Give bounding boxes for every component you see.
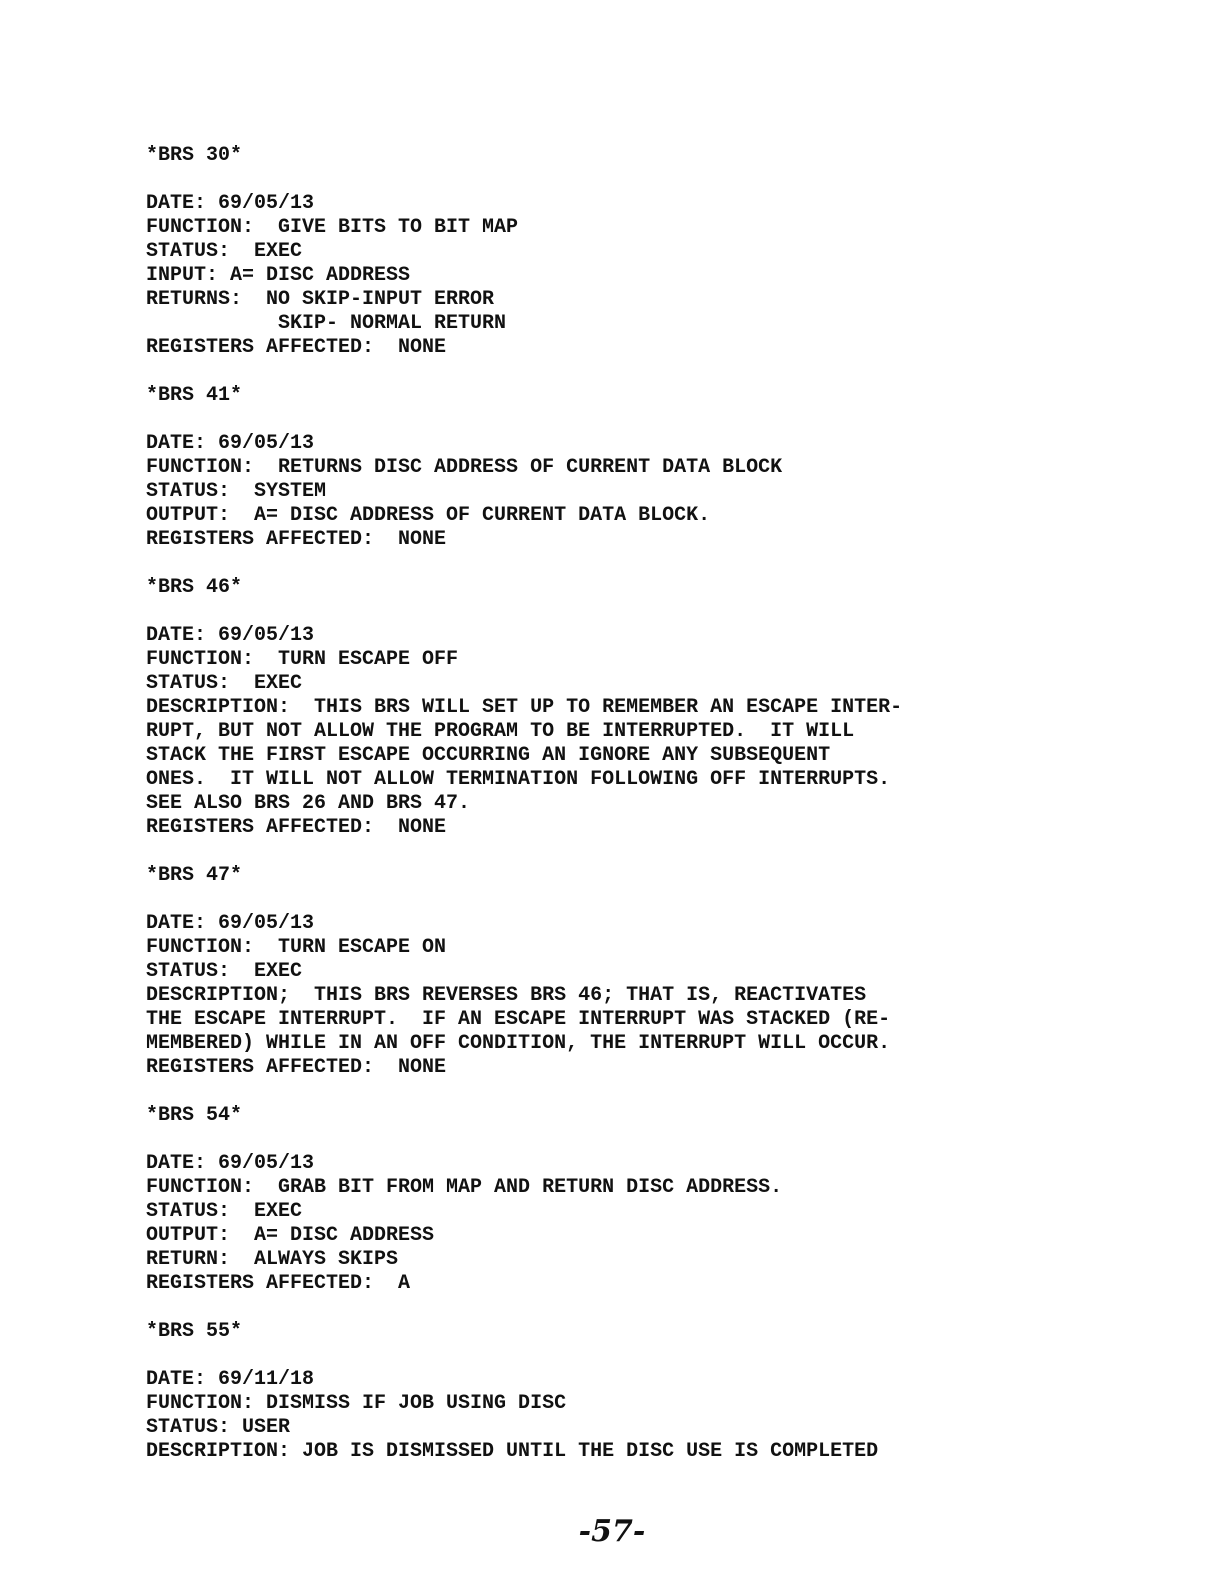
brs-entry-line: MEMBERED) WHILE IN AN OFF CONDITION, THE INTERRUPT WILL OCCUR. bbox=[146, 1032, 891, 1055]
blank-line bbox=[146, 1128, 1146, 1152]
blank-line bbox=[146, 168, 1146, 192]
brs-entry-line: RUPT, BUT NOT ALLOW THE PROGRAM TO BE INTERRUPTED. IT WILL bbox=[146, 720, 855, 743]
brs-entry-header: *BRS 46* bbox=[146, 576, 243, 599]
brs-entry-line: THE ESCAPE INTERRUPT. IF AN ESCAPE INTERRUPT WAS STACKED (RE- bbox=[146, 1008, 891, 1031]
brs-entry bbox=[146, 576, 1146, 864]
blank-line bbox=[146, 408, 1146, 432]
brs-entry-line: SKIP- NORMAL RETURN bbox=[146, 312, 507, 335]
brs-entry bbox=[146, 384, 1146, 576]
brs-entry-line: INPUT: A= DISC ADDRESS bbox=[146, 264, 411, 287]
blank-line bbox=[146, 552, 1146, 576]
brs-entry bbox=[146, 1104, 1146, 1320]
brs-entry-header: *BRS 47* bbox=[146, 864, 243, 887]
brs-entry-line: FUNCTION: GIVE BITS TO BIT MAP bbox=[146, 216, 519, 239]
brs-entry-line: FUNCTION: TURN ESCAPE OFF bbox=[146, 648, 459, 671]
document-body bbox=[146, 144, 1146, 1464]
brs-entry bbox=[146, 144, 1146, 384]
blank-line bbox=[146, 600, 1146, 624]
brs-entry-line: REGISTERS AFFECTED: NONE bbox=[146, 1056, 447, 1079]
brs-entry-line: DATE: 69/05/13 bbox=[146, 432, 315, 455]
brs-entry-header: *BRS 30* bbox=[146, 144, 243, 167]
brs-entry-line: FUNCTION: TURN ESCAPE ON bbox=[146, 936, 447, 959]
brs-entry-line: REGISTERS AFFECTED: NONE bbox=[146, 336, 447, 359]
brs-entry-line: RETURNS: NO SKIP-INPUT ERROR bbox=[146, 288, 495, 311]
brs-entry-line: STATUS: EXEC bbox=[146, 1200, 303, 1223]
brs-entry-line: DATE: 69/05/13 bbox=[146, 624, 315, 647]
brs-entry-line: DESCRIPTION: JOB IS DISMISSED UNTIL THE DISC USE IS COMPLETED bbox=[146, 1440, 879, 1463]
brs-entry-line: STATUS: EXEC bbox=[146, 240, 303, 263]
brs-entry-line: DESCRIPTION: THIS BRS WILL SET UP TO REMEMBER AN ESCAPE INTER- bbox=[146, 696, 903, 719]
brs-entry-header: *BRS 55* bbox=[146, 1320, 243, 1343]
brs-entry bbox=[146, 864, 1146, 1104]
brs-entry-header: *BRS 54* bbox=[146, 1104, 243, 1127]
brs-entry-line: RETURN: ALWAYS SKIPS bbox=[146, 1248, 399, 1271]
blank-line bbox=[146, 1344, 1146, 1368]
brs-entry-line: FUNCTION: DISMISS IF JOB USING DISC bbox=[146, 1392, 567, 1415]
blank-line bbox=[146, 360, 1146, 384]
brs-entry-line: STATUS: EXEC bbox=[146, 672, 303, 695]
brs-entry-line: STATUS: SYSTEM bbox=[146, 480, 327, 503]
brs-entry-line: DATE: 69/11/18 bbox=[146, 1368, 315, 1391]
brs-entry-line: STACK THE FIRST ESCAPE OCCURRING AN IGNORE ANY SUBSEQUENT bbox=[146, 744, 831, 767]
brs-entry-line: SEE ALSO BRS 26 AND BRS 47. bbox=[146, 792, 471, 815]
blank-line bbox=[146, 1296, 1146, 1320]
brs-entry-line: REGISTERS AFFECTED: A bbox=[146, 1272, 411, 1295]
brs-entry-line: FUNCTION: RETURNS DISC ADDRESS OF CURRENT DATA BLOCK bbox=[146, 456, 783, 479]
brs-entry-line: REGISTERS AFFECTED: NONE bbox=[146, 528, 447, 551]
page-number: -57- bbox=[578, 1514, 646, 1549]
brs-entry-line: DATE: 69/05/13 bbox=[146, 1152, 315, 1175]
brs-entry-line: OUTPUT: A= DISC ADDRESS bbox=[146, 1224, 435, 1247]
brs-entry-line: ONES. IT WILL NOT ALLOW TERMINATION FOLLOWING OFF INTERRUPTS. bbox=[146, 768, 891, 791]
brs-entry-line: OUTPUT: A= DISC ADDRESS OF CURRENT DATA BLOCK. bbox=[146, 504, 711, 527]
blank-line bbox=[146, 1080, 1146, 1104]
brs-entry-line: DATE: 69/05/13 bbox=[146, 912, 315, 935]
brs-entry-line: STATUS: USER bbox=[146, 1416, 291, 1439]
brs-entry-line: DATE: 69/05/13 bbox=[146, 192, 315, 215]
brs-entry-line: DESCRIPTION; THIS BRS REVERSES BRS 46; THAT IS, REACTIVATES bbox=[146, 984, 867, 1007]
blank-line bbox=[146, 840, 1146, 864]
blank-line bbox=[146, 888, 1146, 912]
brs-entry-header: *BRS 41* bbox=[146, 384, 243, 407]
brs-entry bbox=[146, 1320, 1146, 1464]
brs-entry-line: REGISTERS AFFECTED: NONE bbox=[146, 816, 447, 839]
brs-entry-line: FUNCTION: GRAB BIT FROM MAP AND RETURN DISC ADDRESS. bbox=[146, 1176, 783, 1199]
brs-entry-line: STATUS: EXEC bbox=[146, 960, 303, 983]
